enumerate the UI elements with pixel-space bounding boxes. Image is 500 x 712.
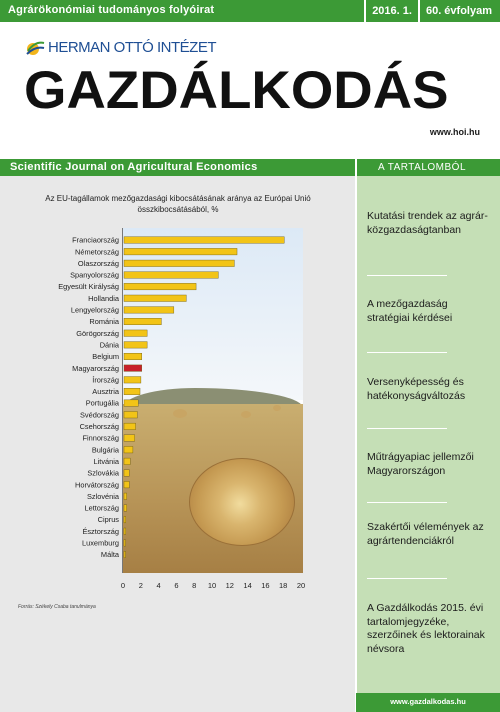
bar — [124, 505, 127, 512]
contents-label: A TARTALOMBÓL — [378, 162, 467, 173]
bar — [124, 493, 127, 500]
category-label: Belgium — [92, 352, 119, 362]
category-label: Olaszország — [77, 258, 119, 268]
category-label: Portugália — [85, 398, 119, 408]
category-label: Lengyelország — [70, 305, 119, 315]
category-label: Csehország — [79, 422, 119, 431]
category-label: Egyesült Királyság — [58, 282, 119, 292]
bar — [124, 470, 129, 477]
footer-url[interactable]: www.gazdalkodas.hu — [390, 697, 466, 706]
contents-item[interactable]: A Gazdálkodás 2015. évi tartalomjegyzéke, szerzőinek és lektorainak névsora — [367, 602, 485, 655]
bar — [124, 353, 142, 360]
x-tick-label: 8 — [192, 581, 197, 590]
contents-item[interactable]: Kutatási trendek az agrár-közgazdaságtanban — [367, 210, 488, 236]
chart-source: Forrás: Székely Csaba tanulmánya — [18, 604, 96, 610]
bar — [124, 365, 142, 372]
chart-title: Az EU-tagállamok mezőgazdasági kibocsátásának aránya az Európai Unió összkibocsátásából, % — [45, 194, 311, 214]
category-label: Magyarország — [72, 363, 119, 373]
category-label: Ausztria — [92, 387, 119, 397]
bar — [124, 551, 126, 558]
english-title: Scientific Journal on Agricultural Economics — [10, 161, 258, 173]
contents-item[interactable]: Versenyképesség és hatékonyságváltozás — [367, 376, 466, 402]
category-label: Franciaország — [72, 235, 119, 245]
bar — [124, 423, 136, 430]
x-tick-label: 14 — [243, 581, 252, 590]
category-label: Spanyolország — [70, 270, 119, 280]
category-label: Svédország — [79, 410, 119, 420]
divider — [367, 428, 447, 429]
bar — [124, 330, 147, 337]
x-tick-label: 20 — [296, 581, 306, 590]
category-label: Írország — [92, 375, 119, 385]
bar — [124, 516, 126, 523]
category-label: Észtország — [82, 526, 119, 536]
bar — [124, 248, 237, 255]
journal-title: GAZDÁLKODÁS — [24, 61, 449, 120]
category-label: Horvátország — [75, 480, 119, 490]
divider — [367, 502, 447, 503]
bar — [124, 388, 140, 395]
x-tick-label: 12 — [225, 581, 234, 590]
category-label: Málta — [100, 550, 119, 560]
contents-item[interactable]: Szakértői vélemények az agrártendenciákról — [367, 521, 484, 547]
category-label: Dánia — [99, 340, 119, 350]
bar — [124, 540, 126, 547]
bar — [124, 528, 126, 535]
category-label: Görögország — [76, 328, 119, 338]
category-label: Szlovénia — [86, 491, 119, 501]
publisher-name: HERMAN OTTÓ INTÉZET — [48, 38, 216, 56]
category-label: Finnország — [82, 433, 119, 443]
x-tick-label: 2 — [138, 581, 143, 590]
volume-number: 60. évfolyam — [425, 5, 492, 17]
bar — [124, 307, 174, 314]
category-label: Németország — [75, 247, 119, 257]
category-label: Lettország — [84, 503, 119, 513]
issue-number: 2016. 1. — [372, 5, 412, 17]
bar — [124, 400, 138, 407]
bar — [124, 283, 196, 290]
bar — [124, 377, 141, 384]
footer-bar — [356, 693, 500, 712]
bar — [124, 435, 135, 442]
divider — [367, 352, 447, 353]
journal-tagline: Agrárökonómiai tudományos folyóirat — [8, 4, 215, 16]
x-tick-label: 18 — [279, 581, 288, 590]
category-label: Szlovákia — [87, 468, 119, 478]
contents-item[interactable]: Műtrágyapiac jellemzői Magyarországon — [367, 451, 474, 477]
bar — [124, 458, 130, 465]
publisher-website: www.hoi.hu — [429, 127, 480, 137]
x-tick-label: 0 — [120, 581, 126, 590]
x-tick-label: 16 — [261, 581, 270, 590]
x-tick-label: 6 — [174, 581, 179, 590]
bar — [124, 446, 133, 453]
category-label: Ciprus — [97, 515, 119, 525]
bar — [124, 342, 147, 349]
category-label: Hollandia — [88, 293, 119, 303]
divider — [364, 0, 366, 22]
x-tick-label: 10 — [207, 581, 217, 590]
category-label: Románia — [89, 317, 119, 327]
bar — [124, 318, 161, 325]
category-label: Luxemburg — [82, 538, 119, 548]
x-tick-label: 4 — [156, 581, 161, 590]
category-label: Bulgária — [91, 445, 119, 455]
bar — [124, 272, 218, 279]
contents-item[interactable]: A mezőgazdaság stratégiai kérdései — [367, 298, 453, 324]
bar — [124, 481, 129, 488]
bar — [124, 237, 284, 244]
divider — [367, 275, 447, 276]
bar — [124, 260, 234, 267]
issue-info — [358, 0, 500, 22]
category-label: Litvánia — [93, 456, 119, 466]
divider — [367, 578, 447, 579]
divider — [418, 0, 420, 22]
bar — [124, 295, 186, 302]
bar — [124, 412, 137, 419]
